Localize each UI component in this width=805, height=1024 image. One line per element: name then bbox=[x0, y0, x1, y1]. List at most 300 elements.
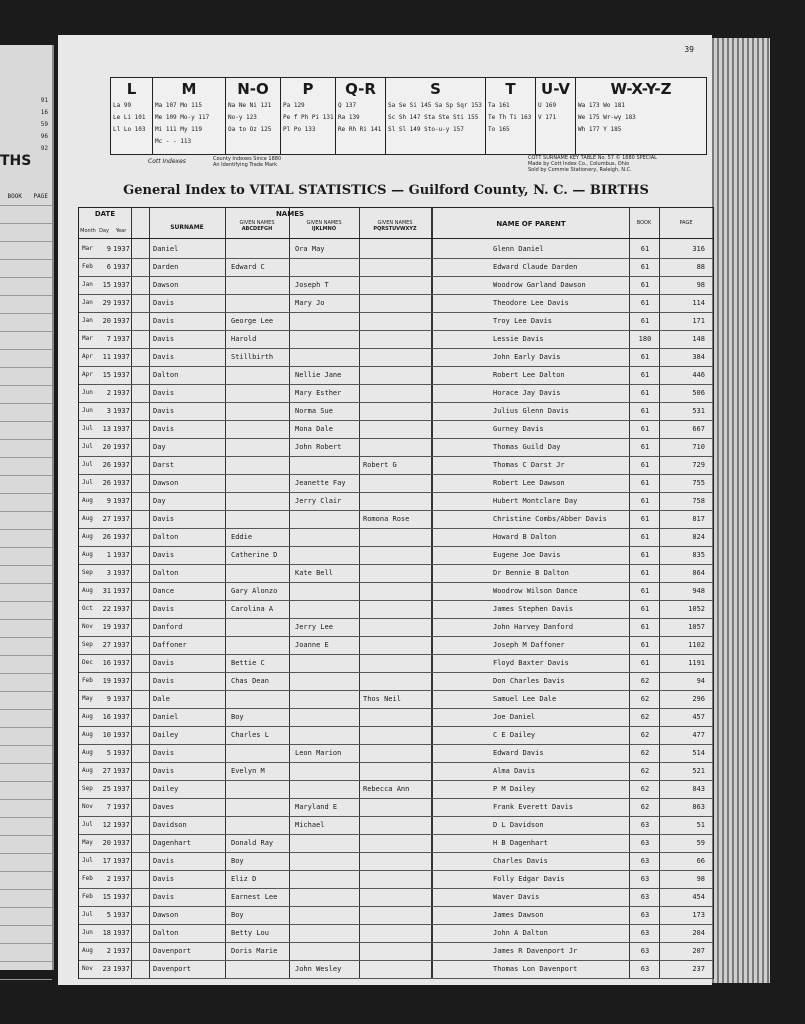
cell-day: 25 bbox=[102, 785, 111, 793]
table-row bbox=[79, 798, 713, 816]
cell-page: 1052 bbox=[688, 605, 705, 613]
cell-parent: D L Davidson bbox=[493, 821, 544, 829]
cell-year: 1937 bbox=[113, 623, 130, 631]
letter-cell bbox=[281, 78, 336, 154]
surname-header: SURNAME bbox=[170, 224, 204, 231]
cell-page: 66 bbox=[696, 857, 705, 865]
cell-book: 61 bbox=[640, 659, 650, 667]
cell-page: 88 bbox=[696, 263, 705, 271]
given1-header bbox=[225, 220, 289, 232]
cell-day: 26 bbox=[102, 533, 111, 541]
cell-surname: Davis bbox=[153, 389, 175, 397]
letter-line: Sc Sh 147 Sta Ste Sti 155 bbox=[388, 114, 479, 121]
cell-page: 824 bbox=[692, 533, 705, 541]
cell-book: 62 bbox=[640, 767, 650, 775]
cell-day: 10 bbox=[102, 731, 111, 739]
cell-page: 948 bbox=[692, 587, 705, 595]
cell-parent: Glenn Daniel bbox=[493, 245, 544, 253]
cell-g3: Rebecca Ann bbox=[363, 785, 410, 793]
letter-line: Na Ne Ni 121 bbox=[228, 102, 272, 109]
cell-month: May bbox=[82, 839, 93, 846]
left-ruling bbox=[0, 817, 52, 818]
cell-day: 5 bbox=[106, 749, 111, 757]
cell-surname: Davis bbox=[153, 335, 175, 343]
letter-head: L bbox=[126, 80, 137, 98]
cell-month: Jan bbox=[82, 281, 93, 288]
cell-surname: Dalton bbox=[153, 929, 179, 937]
cell-surname: Dale bbox=[153, 695, 170, 703]
left-ruling bbox=[0, 475, 52, 476]
letter-cell bbox=[386, 78, 486, 154]
cell-book: 63 bbox=[640, 947, 650, 955]
cell-year: 1937 bbox=[113, 245, 130, 253]
cell-g2: Jerry Lee bbox=[295, 623, 333, 631]
cell-surname: Davidson bbox=[153, 821, 187, 829]
letter-head: T bbox=[505, 80, 516, 98]
month-header: Month bbox=[80, 228, 96, 234]
cell-g2: Norma Sue bbox=[295, 407, 333, 415]
letter-line: Ta 161 bbox=[488, 102, 510, 109]
cell-page: 114 bbox=[692, 299, 705, 307]
letter-line: Oa to Oz 125 bbox=[228, 126, 272, 133]
left-ruling bbox=[0, 205, 52, 206]
table-row bbox=[79, 420, 713, 438]
cell-parent: Thomas Guild Day bbox=[493, 443, 561, 451]
table-row bbox=[79, 834, 713, 852]
cell-year: 1937 bbox=[113, 605, 130, 613]
table-row bbox=[79, 348, 713, 366]
table-row bbox=[79, 870, 713, 888]
table-row bbox=[79, 240, 713, 258]
cell-page: 457 bbox=[692, 713, 705, 721]
left-ruling bbox=[0, 943, 52, 944]
cell-page: 667 bbox=[692, 425, 705, 433]
cell-g2: Jeanette Fay bbox=[295, 479, 346, 487]
table-row bbox=[79, 780, 713, 798]
cell-page: 514 bbox=[692, 749, 705, 757]
cell-parent: Julius Glenn Davis bbox=[493, 407, 569, 415]
cell-surname: Dalton bbox=[153, 569, 179, 577]
cell-book: 61 bbox=[640, 245, 650, 253]
cell-page: 51 bbox=[696, 821, 705, 829]
cell-year: 1937 bbox=[113, 911, 130, 919]
left-ruling bbox=[0, 601, 52, 602]
left-ruling bbox=[0, 835, 52, 836]
cell-parent: Samuel Lee Dale bbox=[493, 695, 557, 703]
cell-surname: Davis bbox=[153, 353, 175, 361]
row-rule bbox=[79, 978, 713, 979]
cell-parent: Howard B Dalton bbox=[493, 533, 557, 541]
date-header: DATE bbox=[94, 210, 116, 218]
letter-cell bbox=[226, 78, 281, 154]
cell-g3: Romona Rose bbox=[363, 515, 410, 523]
left-ruling bbox=[0, 385, 52, 386]
cell-day: 5 bbox=[106, 911, 111, 919]
table-row bbox=[79, 744, 713, 762]
cell-page: 521 bbox=[692, 767, 705, 775]
cell-month: Jan bbox=[82, 317, 93, 324]
left-ruling bbox=[0, 529, 52, 530]
cell-day: 15 bbox=[102, 371, 111, 379]
left-ruling bbox=[0, 421, 52, 422]
cell-book: 61 bbox=[640, 587, 650, 595]
cell-day: 27 bbox=[102, 641, 111, 649]
cell-g1: Harold bbox=[231, 335, 257, 343]
letter-cell bbox=[336, 78, 386, 154]
ledger-page bbox=[58, 35, 712, 985]
cell-month: Aug bbox=[82, 749, 93, 756]
cell-day: 2 bbox=[106, 389, 111, 397]
cell-g1: Earnest Lee bbox=[231, 893, 278, 901]
header-rule bbox=[79, 238, 713, 239]
cell-parent: John Harvey Danford bbox=[493, 623, 574, 631]
cell-g1: Bettie C bbox=[231, 659, 265, 667]
cell-day: 16 bbox=[102, 659, 111, 667]
cell-parent: Waver Davis bbox=[493, 893, 540, 901]
cell-parent: Edward Davis bbox=[493, 749, 544, 757]
cell-page: 531 bbox=[692, 407, 705, 415]
cell-parent: Frank Everett Davis bbox=[493, 803, 574, 811]
cell-year: 1937 bbox=[113, 551, 130, 559]
table-row bbox=[79, 384, 713, 402]
cell-year: 1937 bbox=[113, 947, 130, 955]
cell-parent: James Dawson bbox=[493, 911, 544, 919]
cell-surname: Davis bbox=[153, 299, 175, 307]
cell-day: 15 bbox=[102, 281, 111, 289]
cell-parent: James Stephen Davis bbox=[493, 605, 574, 613]
cell-parent: Edward Claude Darden bbox=[493, 263, 578, 271]
left-ruling bbox=[0, 259, 52, 260]
given-prefix: GIVEN NAMES bbox=[306, 220, 342, 226]
letter-line: Pe f Ph Pi 131 bbox=[283, 114, 334, 121]
cell-parent: Hubert Montclare Day bbox=[493, 497, 578, 505]
cell-page: 98 bbox=[696, 875, 705, 883]
cell-day: 1 bbox=[106, 551, 111, 559]
cell-page: 1057 bbox=[688, 623, 705, 631]
cell-year: 1937 bbox=[113, 389, 130, 397]
table-row bbox=[79, 618, 713, 636]
cell-month: Aug bbox=[82, 731, 93, 738]
cell-year: 1937 bbox=[113, 857, 130, 865]
cell-year: 1937 bbox=[113, 371, 130, 379]
page-title: General Index to VITAL STATISTICS — Guilford County, N. C. — BIRTHS bbox=[123, 183, 649, 198]
cell-month: Nov bbox=[82, 623, 93, 630]
letter-cell bbox=[111, 78, 153, 154]
cell-day: 2 bbox=[106, 875, 111, 883]
cell-g1: Boy bbox=[231, 857, 244, 865]
copyright-line: COTT SURNAME KEY TABLE No. 57 © 1880 SPECIAL bbox=[528, 155, 657, 161]
table-row bbox=[79, 474, 713, 492]
cell-parent: Woodrow Wilson Dance bbox=[493, 587, 578, 595]
cell-book: 61 bbox=[640, 317, 650, 325]
page-edges bbox=[712, 38, 770, 983]
cell-year: 1937 bbox=[113, 425, 130, 433]
cell-book: 62 bbox=[640, 749, 650, 757]
left-ruling bbox=[0, 403, 52, 404]
cell-book: 61 bbox=[640, 299, 650, 307]
cell-page: 864 bbox=[692, 569, 705, 577]
cell-day: 12 bbox=[102, 821, 111, 829]
letter-line: V 171 bbox=[538, 114, 557, 121]
left-ruling bbox=[0, 961, 52, 962]
cell-surname: Dailey bbox=[153, 731, 179, 739]
cell-day: 29 bbox=[102, 299, 111, 307]
cell-page: 148 bbox=[692, 335, 705, 343]
cell-surname: Dawson bbox=[153, 911, 179, 919]
letter-line: Q 137 bbox=[338, 102, 357, 109]
cell-month: Sep bbox=[82, 569, 93, 576]
cell-g2: Joseph T bbox=[295, 281, 329, 289]
cell-book: 61 bbox=[640, 497, 650, 505]
cell-page: 173 bbox=[692, 911, 705, 919]
cell-month: Mar bbox=[82, 245, 93, 252]
cell-day: 19 bbox=[102, 623, 111, 631]
cell-day: 3 bbox=[106, 407, 111, 415]
cell-g1: Boy bbox=[231, 713, 244, 721]
cell-month: Mar bbox=[82, 335, 93, 342]
cell-parent: P M Dailey bbox=[493, 785, 536, 793]
letter-head: M bbox=[181, 80, 197, 98]
cell-book: 62 bbox=[640, 713, 650, 721]
letter-line: Wh 177 Y 185 bbox=[578, 126, 622, 133]
cell-parent: Woodrow Garland Dawson bbox=[493, 281, 586, 289]
given-prefix: GIVEN NAMES bbox=[239, 220, 275, 226]
cell-parent: Lessie Davis bbox=[493, 335, 544, 343]
cell-page: 710 bbox=[692, 443, 705, 451]
table-row bbox=[79, 726, 713, 744]
cell-year: 1937 bbox=[113, 587, 130, 595]
cell-g1: Edward C bbox=[231, 263, 265, 271]
cell-year: 1937 bbox=[113, 965, 130, 973]
names-header: NAMES bbox=[275, 210, 305, 218]
cell-page: 1102 bbox=[688, 641, 705, 649]
cell-surname: Day bbox=[153, 443, 166, 451]
cell-book: 62 bbox=[640, 785, 650, 793]
letter-line: Me 109 Mo-y 117 bbox=[155, 114, 210, 121]
cell-month: Aug bbox=[82, 533, 93, 540]
cell-day: 27 bbox=[102, 767, 111, 775]
cell-month: Feb bbox=[82, 263, 93, 270]
cell-book: 61 bbox=[640, 461, 650, 469]
cell-parent: Dr Bennie B Dalton bbox=[493, 569, 569, 577]
page-header: PAGE bbox=[679, 220, 693, 226]
cell-book: 63 bbox=[640, 965, 650, 973]
table-row bbox=[79, 492, 713, 510]
cell-book: 61 bbox=[640, 353, 650, 361]
letter-line: Ll Lo 103 bbox=[113, 126, 146, 133]
table-row bbox=[79, 510, 713, 528]
cell-parent: Don Charles Davis bbox=[493, 677, 565, 685]
cell-parent: Troy Lee Davis bbox=[493, 317, 553, 325]
cell-parent: Charles Davis bbox=[493, 857, 548, 865]
cell-page: 454 bbox=[692, 893, 705, 901]
left-ruling bbox=[0, 493, 52, 494]
cell-page: 384 bbox=[692, 353, 705, 361]
cell-page: 59 bbox=[696, 839, 705, 847]
letter-cell bbox=[576, 78, 706, 154]
given-prefix: GIVEN NAMES bbox=[377, 220, 413, 226]
cell-g2: Mary Esther bbox=[295, 389, 342, 397]
cell-day: 15 bbox=[102, 893, 111, 901]
letter-line: La 99 bbox=[113, 102, 132, 109]
left-ruling bbox=[0, 727, 52, 728]
letter-line: Mc - - 113 bbox=[155, 138, 192, 145]
letter-line: Re Rh Ri 141 bbox=[338, 126, 382, 133]
left-col-fragment: PAGE bbox=[33, 193, 48, 200]
cell-month: May bbox=[82, 695, 93, 702]
cell-day: 11 bbox=[102, 353, 111, 361]
copyright-line: Sold by Commie Stationery, Raleigh, N.C. bbox=[528, 167, 632, 173]
cell-month: Aug bbox=[82, 767, 93, 774]
cell-surname: Davis bbox=[153, 893, 175, 901]
cell-year: 1937 bbox=[113, 641, 130, 649]
cell-month: Jan bbox=[82, 299, 93, 306]
letter-guide bbox=[110, 77, 707, 155]
cell-day: 9 bbox=[106, 245, 111, 253]
letter-line: Sa Se Si 145 Sa Sp Sqr 153 bbox=[388, 102, 482, 109]
left-ruling bbox=[0, 709, 52, 710]
left-ruling bbox=[0, 691, 52, 692]
cell-book: 62 bbox=[640, 677, 650, 685]
cell-day: 6 bbox=[106, 263, 111, 271]
cell-surname: Davis bbox=[153, 551, 175, 559]
left-ruling bbox=[0, 331, 52, 332]
cell-page: 171 bbox=[692, 317, 705, 325]
cell-book: 63 bbox=[640, 929, 650, 937]
cell-month: Aug bbox=[82, 947, 93, 954]
cell-book: 63 bbox=[640, 857, 650, 865]
cell-year: 1937 bbox=[113, 893, 130, 901]
cell-book: 61 bbox=[640, 263, 650, 271]
cell-book: 63 bbox=[640, 839, 650, 847]
letter-cell bbox=[486, 78, 536, 154]
letter-line: Wa 173 Wo 181 bbox=[578, 102, 625, 109]
cell-year: 1937 bbox=[113, 533, 130, 541]
cell-surname: Davis bbox=[153, 677, 175, 685]
cell-g2: Mona Dale bbox=[295, 425, 333, 433]
trademark-line: An Identifying Trade Mark bbox=[213, 162, 277, 168]
left-ruling bbox=[0, 565, 52, 566]
left-ruling bbox=[0, 673, 52, 674]
cell-book: 63 bbox=[640, 893, 650, 901]
cell-g2: Maryland E bbox=[295, 803, 338, 811]
cell-surname: Davis bbox=[153, 407, 175, 415]
cell-month: Apr bbox=[82, 371, 93, 378]
cell-month: Jul bbox=[82, 479, 93, 486]
left-fragment: 91 bbox=[40, 97, 48, 104]
cell-book: 62 bbox=[640, 803, 650, 811]
table-row bbox=[79, 258, 713, 276]
cell-month: Aug bbox=[82, 551, 93, 558]
cell-book: 61 bbox=[640, 425, 650, 433]
cell-page: 446 bbox=[692, 371, 705, 379]
cell-year: 1937 bbox=[113, 767, 130, 775]
cell-year: 1937 bbox=[113, 677, 130, 685]
cell-book: 61 bbox=[640, 623, 650, 631]
cell-parent: Thomas Lon Davenport bbox=[493, 965, 578, 973]
cell-month: Nov bbox=[82, 803, 93, 810]
cell-day: 20 bbox=[102, 839, 111, 847]
cell-surname: Davenport bbox=[153, 965, 191, 973]
cell-day: 20 bbox=[102, 317, 111, 325]
cell-page: 758 bbox=[692, 497, 705, 505]
cell-book: 61 bbox=[640, 407, 650, 415]
given-range: PQRSTUVWXYZ bbox=[373, 226, 417, 232]
cell-parent: John A Dalton bbox=[493, 929, 548, 937]
cell-year: 1937 bbox=[113, 785, 130, 793]
letter-cell bbox=[536, 78, 576, 154]
left-ruling bbox=[0, 655, 52, 656]
copyright-note bbox=[528, 155, 657, 173]
cell-month: Apr bbox=[82, 353, 93, 360]
table-row bbox=[79, 276, 713, 294]
cell-day: 7 bbox=[106, 335, 111, 343]
trademark-line: County Indexes Since 1880 bbox=[213, 156, 282, 162]
cell-surname: Danford bbox=[153, 623, 183, 631]
letter-line: Pa 129 bbox=[283, 102, 305, 109]
day-header: Day bbox=[99, 228, 109, 234]
cell-surname: Day bbox=[153, 497, 166, 505]
given-range: IJKLMNO bbox=[311, 226, 337, 232]
left-ruling bbox=[0, 763, 52, 764]
cell-surname: Daniel bbox=[153, 245, 179, 253]
left-ruling bbox=[0, 547, 52, 548]
cell-g1: Gary Alonzo bbox=[231, 587, 278, 595]
cell-month: Jul bbox=[82, 425, 93, 432]
cell-g2: Michael bbox=[295, 821, 325, 829]
cell-day: 26 bbox=[102, 461, 111, 469]
cell-month: Jul bbox=[82, 821, 93, 828]
left-ruling bbox=[0, 907, 52, 908]
left-fragment: 92 bbox=[40, 145, 48, 152]
given-range: ABCDEFGH bbox=[241, 226, 273, 232]
letter-head: U-V bbox=[541, 80, 570, 98]
cell-day: 31 bbox=[102, 587, 111, 595]
cell-surname: Davis bbox=[153, 749, 175, 757]
cell-page: 755 bbox=[692, 479, 705, 487]
letter-line: Le Li 101 bbox=[113, 114, 146, 121]
left-ruling bbox=[0, 799, 52, 800]
left-ruling bbox=[0, 511, 52, 512]
cell-g2: John Robert bbox=[295, 443, 342, 451]
cell-surname: Daniel bbox=[153, 713, 179, 721]
left-ruling bbox=[0, 871, 52, 872]
cell-day: 19 bbox=[102, 677, 111, 685]
left-ruling bbox=[0, 925, 52, 926]
parent-header: NAME OF PARENT bbox=[496, 220, 566, 228]
left-ruling bbox=[0, 457, 52, 458]
cell-parent: Gurney Davis bbox=[493, 425, 544, 433]
cell-year: 1937 bbox=[113, 479, 130, 487]
cell-g2: Nellie Jane bbox=[295, 371, 342, 379]
table-row bbox=[79, 564, 713, 582]
table-row bbox=[79, 960, 713, 978]
cell-day: 16 bbox=[102, 713, 111, 721]
cell-g2: Joanne E bbox=[295, 641, 329, 649]
cell-year: 1937 bbox=[113, 569, 130, 577]
cell-parent: Horace Jay Davis bbox=[493, 389, 561, 397]
left-ruling bbox=[0, 619, 52, 620]
letter-head: W-X-Y-Z bbox=[610, 80, 672, 98]
cell-day: 27 bbox=[102, 515, 111, 523]
cell-year: 1937 bbox=[113, 695, 130, 703]
cell-page: 94 bbox=[696, 677, 705, 685]
cell-parent: Robert Lee Dawson bbox=[493, 479, 565, 487]
cell-g3: Thos Neil bbox=[363, 695, 401, 703]
cell-page: 207 bbox=[692, 947, 705, 955]
cell-page: 316 bbox=[692, 245, 705, 253]
table-row bbox=[79, 654, 713, 672]
